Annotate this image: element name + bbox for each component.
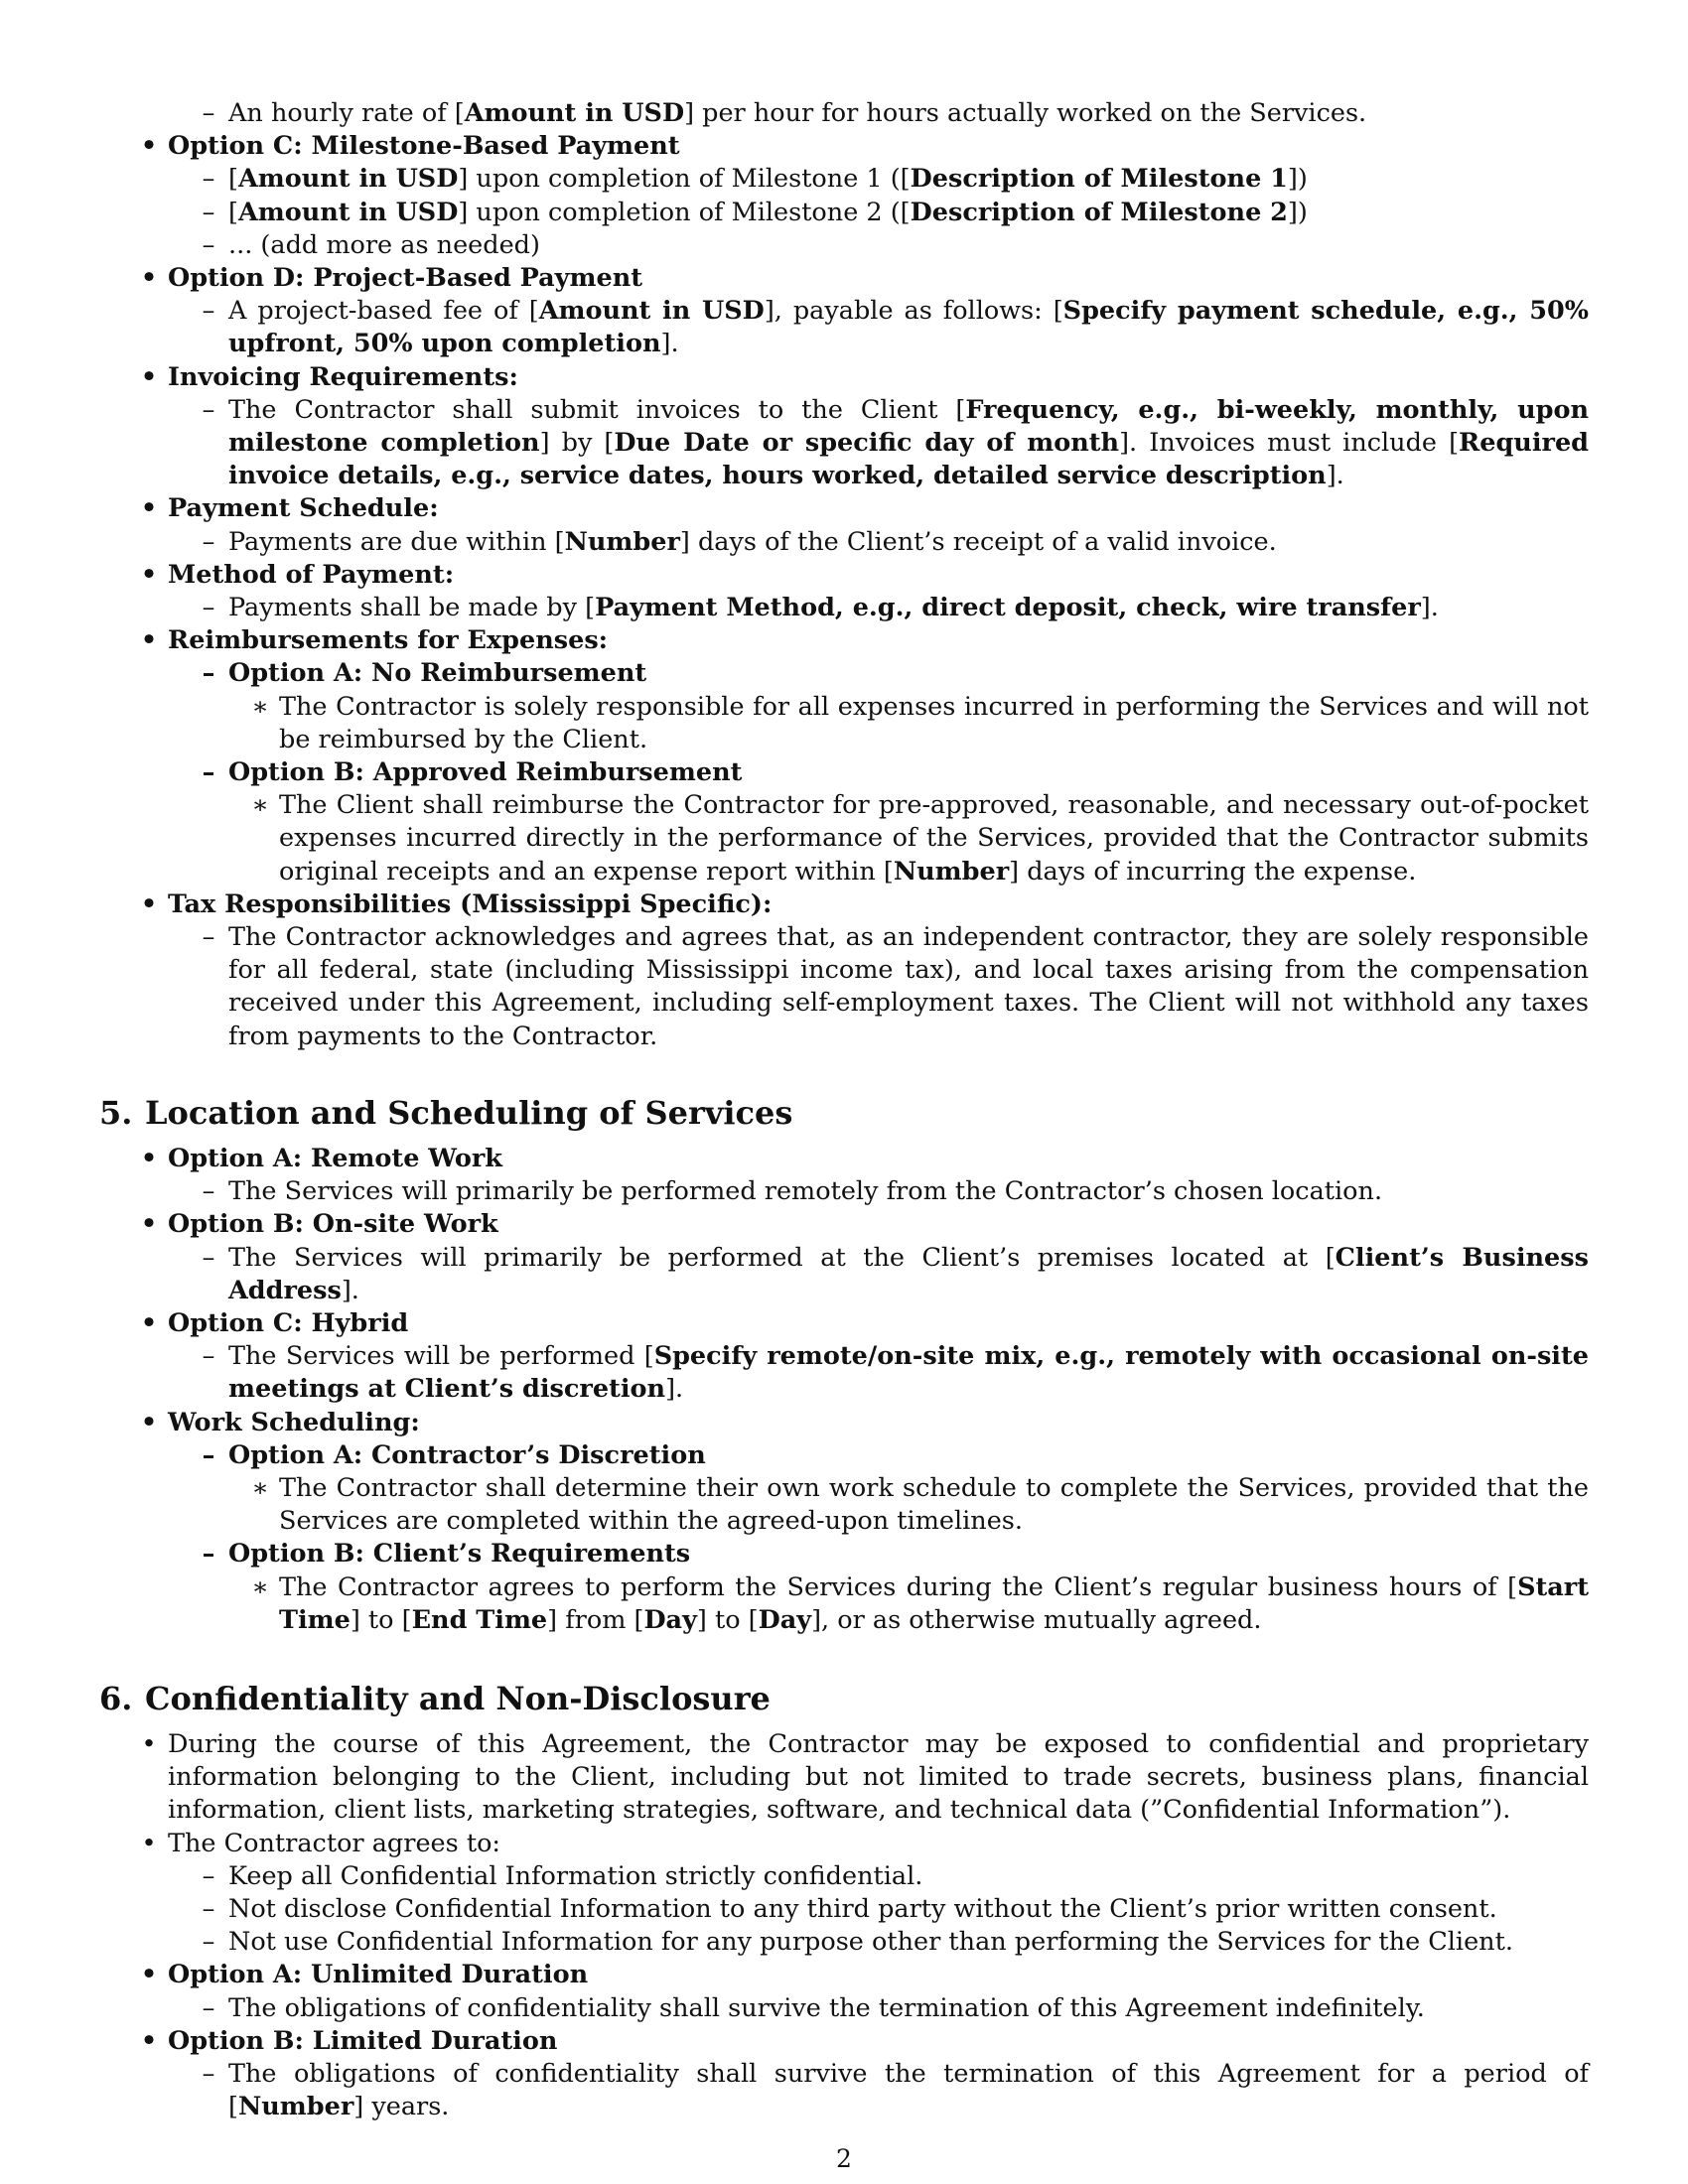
method-heading: • Method of Payment:: [140, 559, 455, 590]
tax-heading: • Tax Responsibilities (Mississippi Specific):: [140, 888, 773, 919]
reimbursements-heading: • Reimbursements for Expenses:: [140, 625, 609, 656]
list-item: – The Services will primarily be performed remotely from the Contractor’s chosen location.: [202, 1176, 1383, 1207]
list-item: – Option A: Contractor’s Discretion: [202, 1439, 706, 1470]
list-item: – Option B: Client’s Requirements: [202, 1539, 691, 1570]
list-item: – Option A: No Reimbursement: [202, 658, 647, 689]
onsite-heading: • Option B: On-site Work: [140, 1209, 498, 1240]
list-item: ∗ The Client shall reimburse the Contractor for pre-approved, reasonable, and necessary out-of-pocket expenses incurred directly in the performance of the Services, provided that the Contractor submits original receipts and an expense report within [Number] days of incurring the expense.: [251, 790, 1589, 887]
list-item: – A project-based fee of [Amount in USD], payable as follows: [Specify payment schedule, e.g., 50% upfront, 50% upon completion].: [202, 296, 1589, 359]
page-content: [99, 97, 1589, 2123]
remote-heading: • Option A: Remote Work: [140, 1143, 502, 1173]
limited-heading: • Option B: Limited Duration: [140, 2025, 558, 2056]
list-item: – Payments are due within [Number] days of the Client’s receipt of a valid invoice.: [202, 526, 1277, 557]
list-item: ∗ The Contractor shall determine their own work schedule to complete the Services, provided that the Services are completed within the agreed-upon timelines.: [251, 1472, 1589, 1537]
list-item: – ... (add more as needed): [202, 229, 540, 260]
option-c-heading: • Option C: Milestone-Based Payment: [99, 130, 1589, 163]
option-d-heading: • Option D: Project-Based Payment: [140, 263, 643, 294]
section-6-heading: 6. Confidentiality and Non-Disclosure: [99, 1679, 771, 1717]
payment-schedule-heading: • Payment Schedule:: [140, 493, 439, 524]
list-item: – The Contractor shall submit invoices to the Client [Frequency, e.g., bi-weekly, monthly, upon milestone completion] by [Due Date or specific day of month]. Invoices must include [Required invoice details, e.g., service dates, hours worked, detailed service description].: [202, 394, 1590, 491]
list-item: – Not use Confidential Information for any purpose other than performing the Services for the Client.: [202, 1927, 1513, 1958]
hybrid-heading: • Option C: Hybrid: [140, 1307, 409, 1338]
section-5-heading: 5. Location and Scheduling of Services: [99, 1093, 793, 1132]
scheduling-heading: • Work Scheduling:: [140, 1407, 420, 1437]
list-item: – [Amount in USD] upon completion of Milestone 2 ([Description of Milestone 2]): [202, 197, 1308, 227]
list-item: – Option B: Approved Reimbursement: [202, 757, 743, 788]
list-item: – Not disclose Confidential Information to any third party without the Client’s prior written consent.: [202, 1893, 1497, 1924]
list-item: ∗ The Contractor agrees to perform the Services during the Client’s regular business hours of [Start Time] to [End Time] from [Day] to [Day], or as otherwise mutually agreed.: [251, 1571, 1589, 1635]
dash-marker: –: [202, 98, 215, 128]
list-item: – Keep all Confidential Information strictly confidential.: [202, 1860, 923, 1891]
bullet-marker: •: [140, 131, 158, 162]
list-item: • The Contractor agrees to:: [141, 1828, 501, 1858]
list-item: – The Contractor acknowledges and agrees that, as an independent contractor, they are solely responsible for all federal, state (including Mississippi income tax), and local taxes arising from the compensation received under this Agreement, including self-employment taxes. The Client will not withhold any taxes from payments to the Contractor.: [202, 922, 1589, 1051]
list-item: – The obligations of confidentiality shall survive the termination of this Agreement for a period of [Number] years.: [202, 2058, 1589, 2122]
unlimited-heading: • Option A: Unlimited Duration: [140, 1960, 589, 1990]
list-item: ∗ The Contractor is solely responsible for all expenses incurred in performing the Services and will not be reimbursed by the Client.: [99, 691, 1589, 756]
list-item: – [Amount in USD] upon completion of Milestone 1 ([Description of Milestone 1]): [202, 164, 1308, 195]
invoicing-heading: • Invoicing Requirements:: [140, 361, 518, 392]
list-item: – The obligations of confidentiality shall survive the termination of this Agreement indefinitely.: [202, 1992, 1425, 2023]
list-item: – Payments shall be made by [Payment Method, e.g., direct deposit, check, wire transfer].: [202, 593, 1439, 623]
list-item: • During the course of this Agreement, the Contractor may be exposed to confidential and proprietary information belonging to the Client, including but not limited to trade secrets, business plans, financial information, client lists, marketing strategies, software, and technical data (”Confidential Information”).: [141, 1728, 1589, 1826]
list-item: – An hourly rate of [Amount in USD] per hour for hours actually worked on the Services.: [99, 97, 1589, 130]
list-item: – The Services will primarily be performed at the Client’s premises located at [Client’s Business Address].: [202, 1242, 1589, 1305]
page-number: 2: [836, 2144, 852, 2173]
asterisk-marker: ∗: [251, 691, 269, 722]
list-item: – The Services will be performed [Specify remote/on-site mix, e.g., remotely with occasional on-site meetings at Client’s discretion].: [202, 1341, 1589, 1405]
